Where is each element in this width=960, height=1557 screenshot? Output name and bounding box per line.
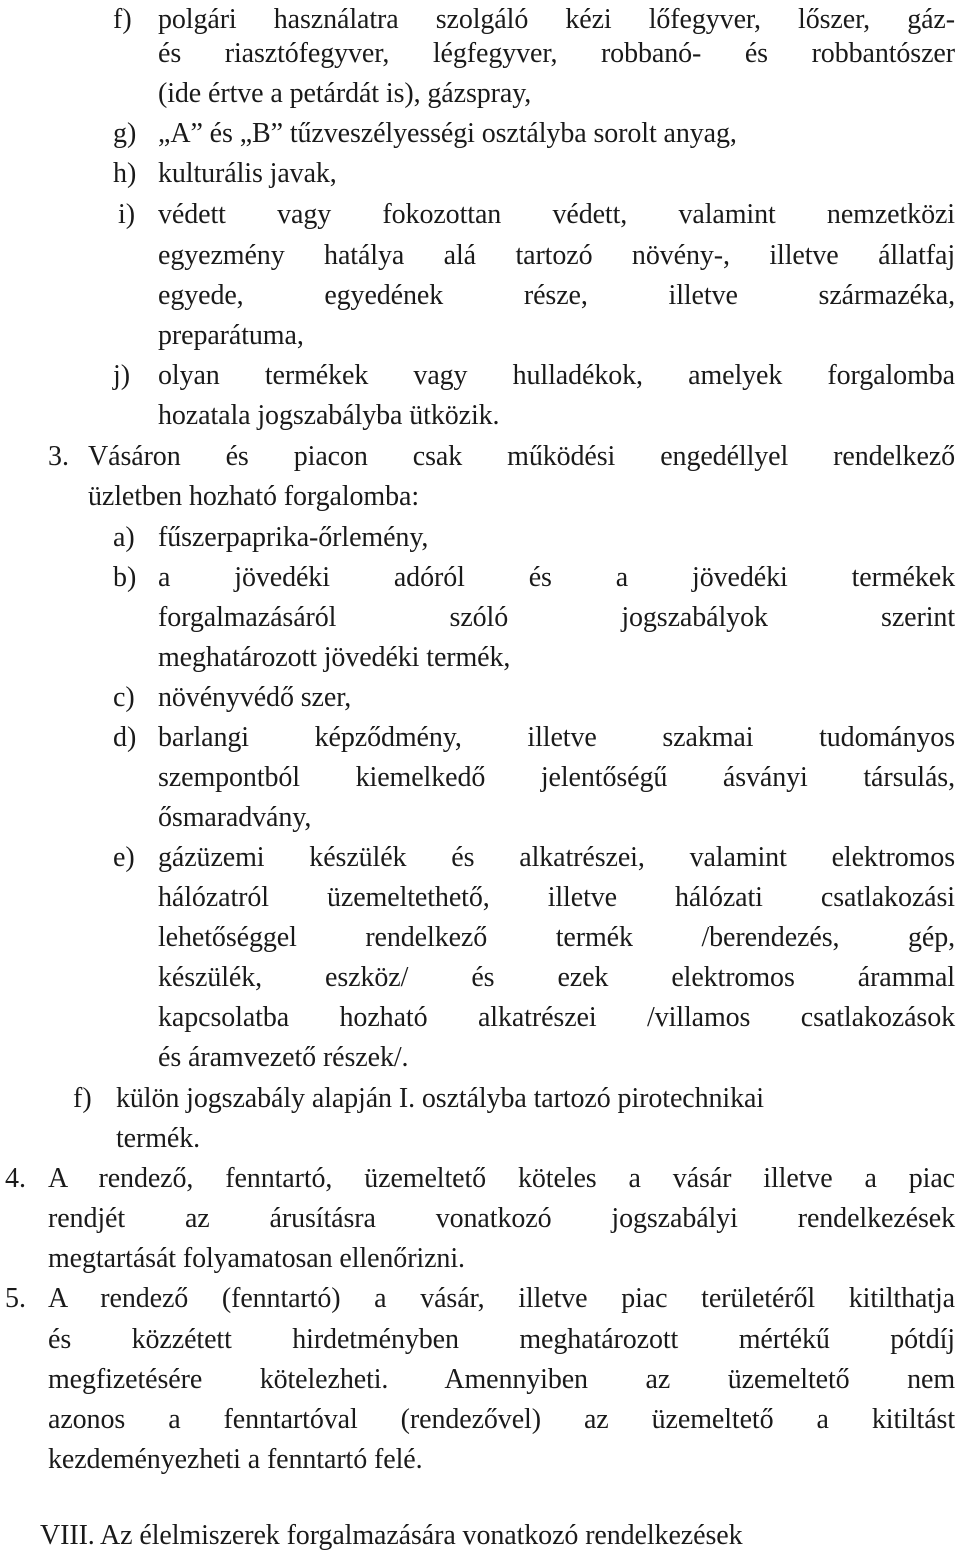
item-f-line-3: (ide értve a petárdát is), gázspray, (158, 78, 532, 109)
item-marker-f: f) (113, 4, 132, 35)
point-3-item-marker-f: f) (73, 1083, 92, 1114)
item-marker-h: h) (113, 158, 137, 189)
point-3-line-2: üzletben hozható forgalomba: (88, 481, 420, 512)
point-5-marker: 5. (5, 1283, 26, 1314)
point-3-item-e-line-1: gázüzemi készülék és alkatrészei, valamint elektromos (158, 842, 955, 873)
point-3-item-a-line-1: fűszerpaprika-őrlemény, (158, 522, 429, 553)
item-marker-j: j) (113, 360, 131, 391)
item-f-line-2: és riasztófegyver, légfegyver, robbanó- és robbantószer (158, 38, 955, 69)
item-h-line-1: kulturális javak, (158, 158, 337, 189)
item-f-line-1: polgári használatra szolgáló kézi lőfegyver, lőszer, gáz- (158, 4, 955, 35)
point-3-line-1: Vásáron és piacon csak működési engedéllyel rendelkező (88, 441, 955, 472)
point-5-line-5: kezdeményezheti a fenntartó felé. (48, 1444, 423, 1475)
point-4-line-2: rendjét az árusításra vonatkozó jogszabályi rendelkezések (48, 1203, 955, 1234)
item-i-line-1: védett vagy fokozottan védett, valamint nemzetközi (158, 199, 955, 230)
point-3-item-marker-e: e) (113, 842, 135, 873)
point-3-item-e-line-5: kapcsolatba hozható alkatrészei /villamos csatlakozások (158, 1002, 955, 1033)
point-3-item-f-line-1: külön jogszabály alapján I. osztályba tartozó pirotechnikai (116, 1083, 764, 1114)
item-g-line-1: „A” és „B” tűzveszélyességi osztályba sorolt anyag, (158, 118, 737, 149)
point-3-item-e-line-2: hálózatról üzemeltethető, illetve hálózati csatlakozási (158, 882, 955, 913)
point-3-item-b-line-1: a jövedéki adóról és a jövedéki termékek (158, 562, 955, 593)
point-3-item-marker-b: b) (113, 562, 137, 593)
point-5-line-3: megfizetésére kötelezheti. Amennyiben az üzemeltető nem (48, 1364, 955, 1395)
item-i-line-3: egyede, egyedének része, illetve származéka, (158, 280, 955, 311)
point-3-item-d-line-3: ősmaradvány, (158, 802, 312, 833)
point-3-item-b-line-3: meghatározott jövedéki termék, (158, 642, 511, 673)
point-3-item-marker-a: a) (113, 522, 135, 553)
item-j-line-1: olyan termékek vagy hulladékok, amelyek forgalomba (158, 360, 955, 391)
point-4-marker: 4. (5, 1163, 26, 1194)
item-marker-g: g) (113, 118, 137, 149)
point-3-item-e-line-3: lehetőséggel rendelkező termék /berendezés, gép, (158, 922, 955, 953)
item-j-line-2: hozatala jogszabályba ütközik. (158, 400, 500, 431)
item-marker-i: i) (118, 199, 136, 230)
point-3-item-f-line-2: termék. (116, 1123, 201, 1154)
point-4-line-1: A rendező, fenntartó, üzemeltető köteles a vásár illetve a piac (48, 1163, 955, 1194)
point-3-item-marker-d: d) (113, 722, 137, 753)
item-i-line-4: preparátuma, (158, 320, 304, 351)
item-i-line-2: egyezmény hatálya alá tartozó növény-, illetve állatfaj (158, 240, 955, 271)
point-4-line-3: megtartását folyamatosan ellenőrizni. (48, 1243, 465, 1274)
point-5-line-2: és közzétett hirdetményben meghatározott mértékű pótdíj (48, 1324, 955, 1355)
point-3-item-c-line-1: növényvédő szer, (158, 682, 352, 713)
point-3-item-b-line-2: forgalmazásáról szóló jogszabályok szerint (158, 602, 955, 633)
point-3-item-e-line-4: készülék, eszköz/ és ezek elektromos árammal (158, 962, 955, 993)
point-3-item-d-line-1: barlangi képződmény, illetve szakmai tudományos (158, 722, 955, 753)
point-5-line-1: A rendező (fenntartó) a vásár, illetve piac területéről kitilthatja (48, 1283, 955, 1314)
point-3-item-marker-c: c) (113, 682, 135, 713)
chapter-heading: VIII. Az élelmiszerek forgalmazására vonatkozó rendelkezések (40, 1520, 743, 1551)
point-3-item-d-line-2: szempontból kiemelkedő jelentőségű ásványi társulás, (158, 762, 955, 793)
point-5-line-4: azonos a fenntartóval (rendezővel) az üzemeltető a kitiltást (48, 1404, 955, 1435)
point-3-marker: 3. (48, 441, 69, 472)
point-3-item-e-line-6: és áramvezető részek/. (158, 1042, 409, 1073)
